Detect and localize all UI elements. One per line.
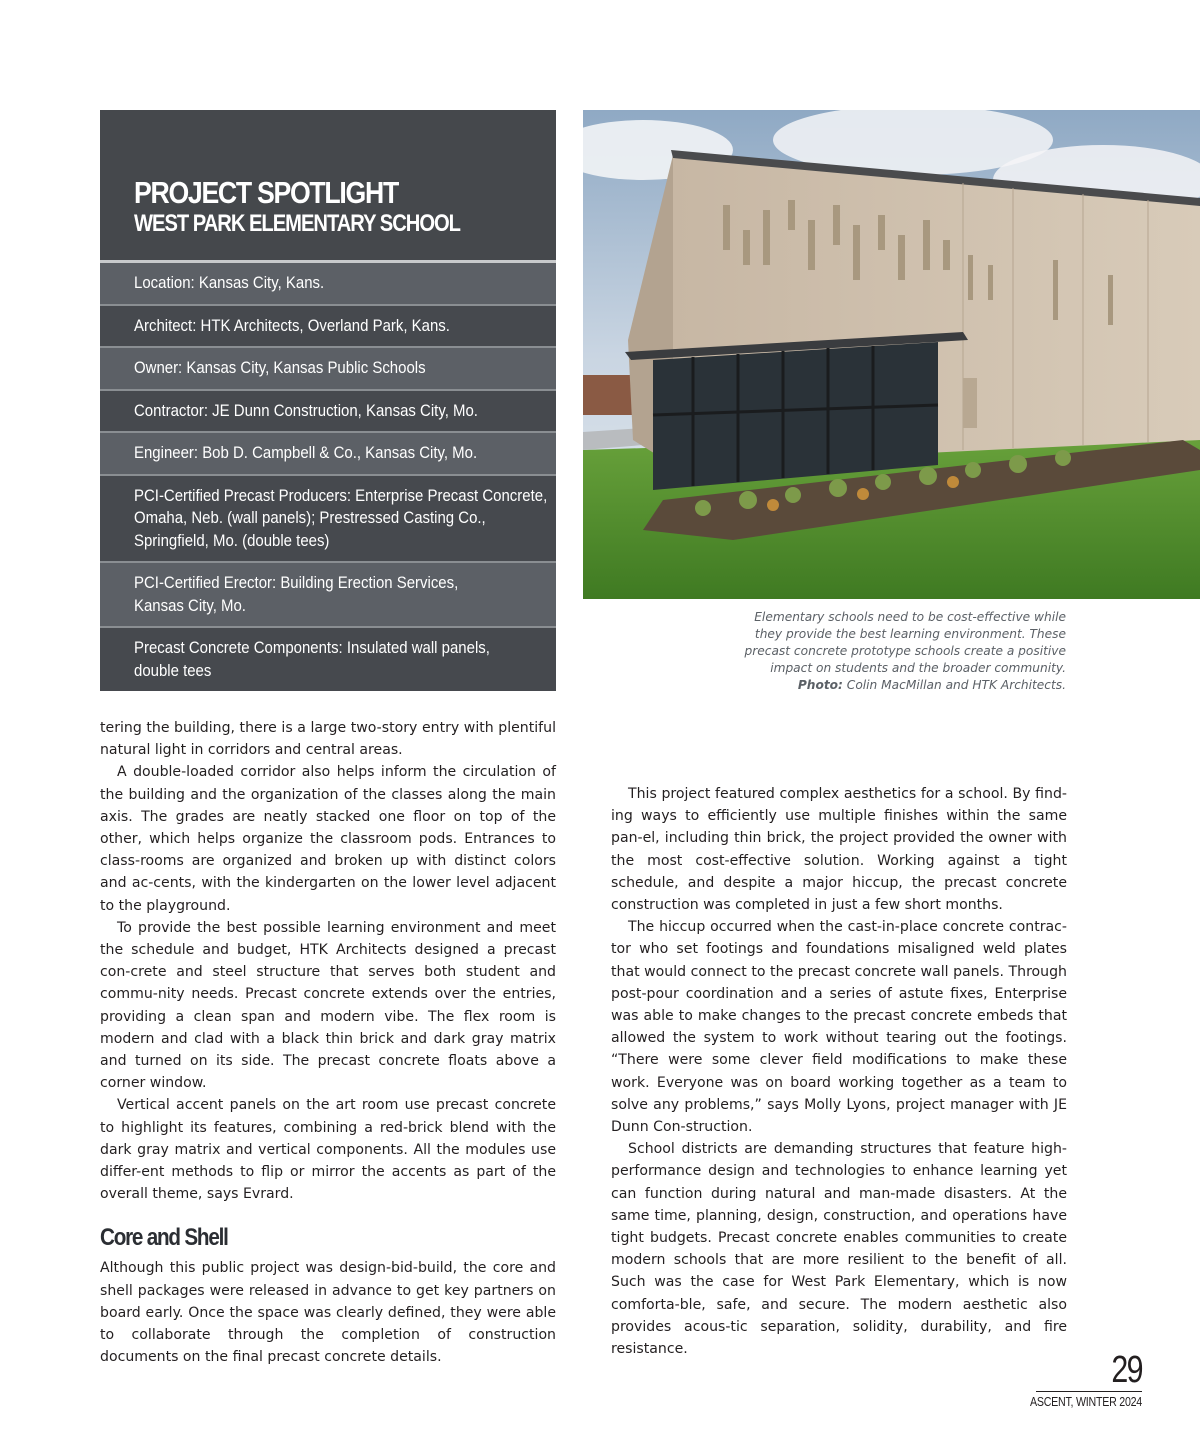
paragraph: Vertical accent panels on the art room use precast concrete to highlight its features, combining a red-brick blend with the dark gray matrix and vertical components. All the modules use differ-ent methods to flip or mirror the accents as part of the overall theme, says Evrard.	[100, 1097, 556, 1203]
spotlight-subtitle: WEST PARK ELEMENTARY SCHOOL	[134, 210, 460, 237]
spotlight-row-contractor: Contractor: JE Dunn Construction, Kansas City, Mo.	[100, 391, 556, 434]
page-number: 29	[1111, 1349, 1142, 1391]
folio-divider	[1036, 1391, 1142, 1392]
spotlight-row-erector: PCI-Certified Erector: Building Erection Services, Kansas City, Mo.	[100, 563, 556, 628]
spotlight-row-components: Precast Concrete Components: Insulated wall panels, double tees	[100, 628, 556, 691]
spotlight-row-architect: Architect: HTK Architects, Overland Park, Kans.	[100, 306, 556, 349]
spotlight-row-producers: PCI-Certified Precast Producers: Enterprise Precast Concrete, Omaha, Neb. (wall panels); Prestressed Casting Co., Springfield, Mo. (double tees)	[100, 476, 556, 564]
building-illustration	[583, 110, 1200, 599]
paragraph: Although this public project was design-bid-build, the core and shell packages were released in advance to get key partners on board early. Once the space was clearly defined, they were able to collaborate through the completion of construction documents on the final precast concrete details.	[100, 1260, 556, 1366]
spotlight-title: PROJECT SPOTLIGHT	[134, 175, 398, 210]
paragraph: School districts are demanding structures that feature high-performance design and technologies to enhance learning yet can function during natural and man-made disasters. At the same time, planning, design, construction, and operations have tight budgets. Precast concrete enables communities to create modern schools that are more resilient to the benefit of all. Such was the case for West Park Elementary, which is now comforta-ble, safe, and secure. The modern aesthetic also provides acous-tic separation, solidity, durability, and fire resistance.	[611, 1141, 1067, 1358]
paragraph: To provide the best possible learning environment and meet the schedule and budget, HTK Architects designed a precast con-crete and steel structure that serves both student and commu-nity needs. Precast concrete extends over the entries, providing a clean span and modern vibe. The flex room is modern and clad with a black thin brick and dark gray matrix and turned on its side. The precast concrete floats above a corner window.	[100, 919, 556, 1092]
spotlight-header	[100, 110, 556, 263]
spotlight-row-location: Location: Kansas City, Kans.	[100, 263, 556, 306]
right-column	[611, 783, 1067, 1360]
left-column	[100, 717, 556, 1368]
photo-caption: Elementary schools need to be cost-effective while they provide the best learning environment. These precast concrete prototype schools create a positive impact on students and the broader community. Photo: Colin MacMillan and HTK Architects.	[700, 609, 1066, 694]
paragraph: tering the building, there is a large two-story entry with plentiful natural light in corridors and central areas.	[100, 720, 556, 759]
photo-credit: Photo: Colin MacMillan and HTK Architects.	[797, 678, 1066, 692]
paragraph: This project featured complex aesthetics for a school. By find-ing ways to efficiently use multiple finishes within the same pan-el, including thin brick, the project provided the owner with the most cost-effective solution. Working against a tight schedule, and despite a major hiccup, the precast concrete construction was completed in just a few short months.	[611, 786, 1067, 914]
school-building-photo	[583, 110, 1200, 599]
spotlight-row-owner: Owner: Kansas City, Kansas Public Schools	[100, 348, 556, 391]
section-heading-core-and-shell: Core and Shell	[100, 1224, 228, 1252]
project-spotlight-box	[100, 110, 556, 680]
publication-name: ASCENT, WINTER 2024	[1029, 1394, 1142, 1409]
spotlight-row-engineer: Engineer: Bob D. Campbell & Co., Kansas City, Mo.	[100, 433, 556, 476]
paragraph: A double-loaded corridor also helps inform the circulation of the building and the organization of the classes along the main axis. The grades are neatly stacked one floor on top of the other, which helps organize the classroom pods. Entrances to class-rooms are organized and broken up with distinct colors and ac-cents, with the kindergarten on the lower level adjacent to the playground.	[100, 764, 556, 914]
paragraph: The hiccup occurred when the cast-in-place concrete contrac-tor who set footings and foundations misaligned weld plates that would connect to the precast concrete wall panels. Through post-pour coordination and a series of astute fixes, Enterprise was able to make changes to the precast concrete embeds that allowed the system to work without tearing out the footings. “There were some clever field modifications to make these work. Everyone was on board working together as a team to solve any problems,” says Molly Lyons, project manager with JE Dunn Con-struction.	[611, 919, 1067, 1136]
